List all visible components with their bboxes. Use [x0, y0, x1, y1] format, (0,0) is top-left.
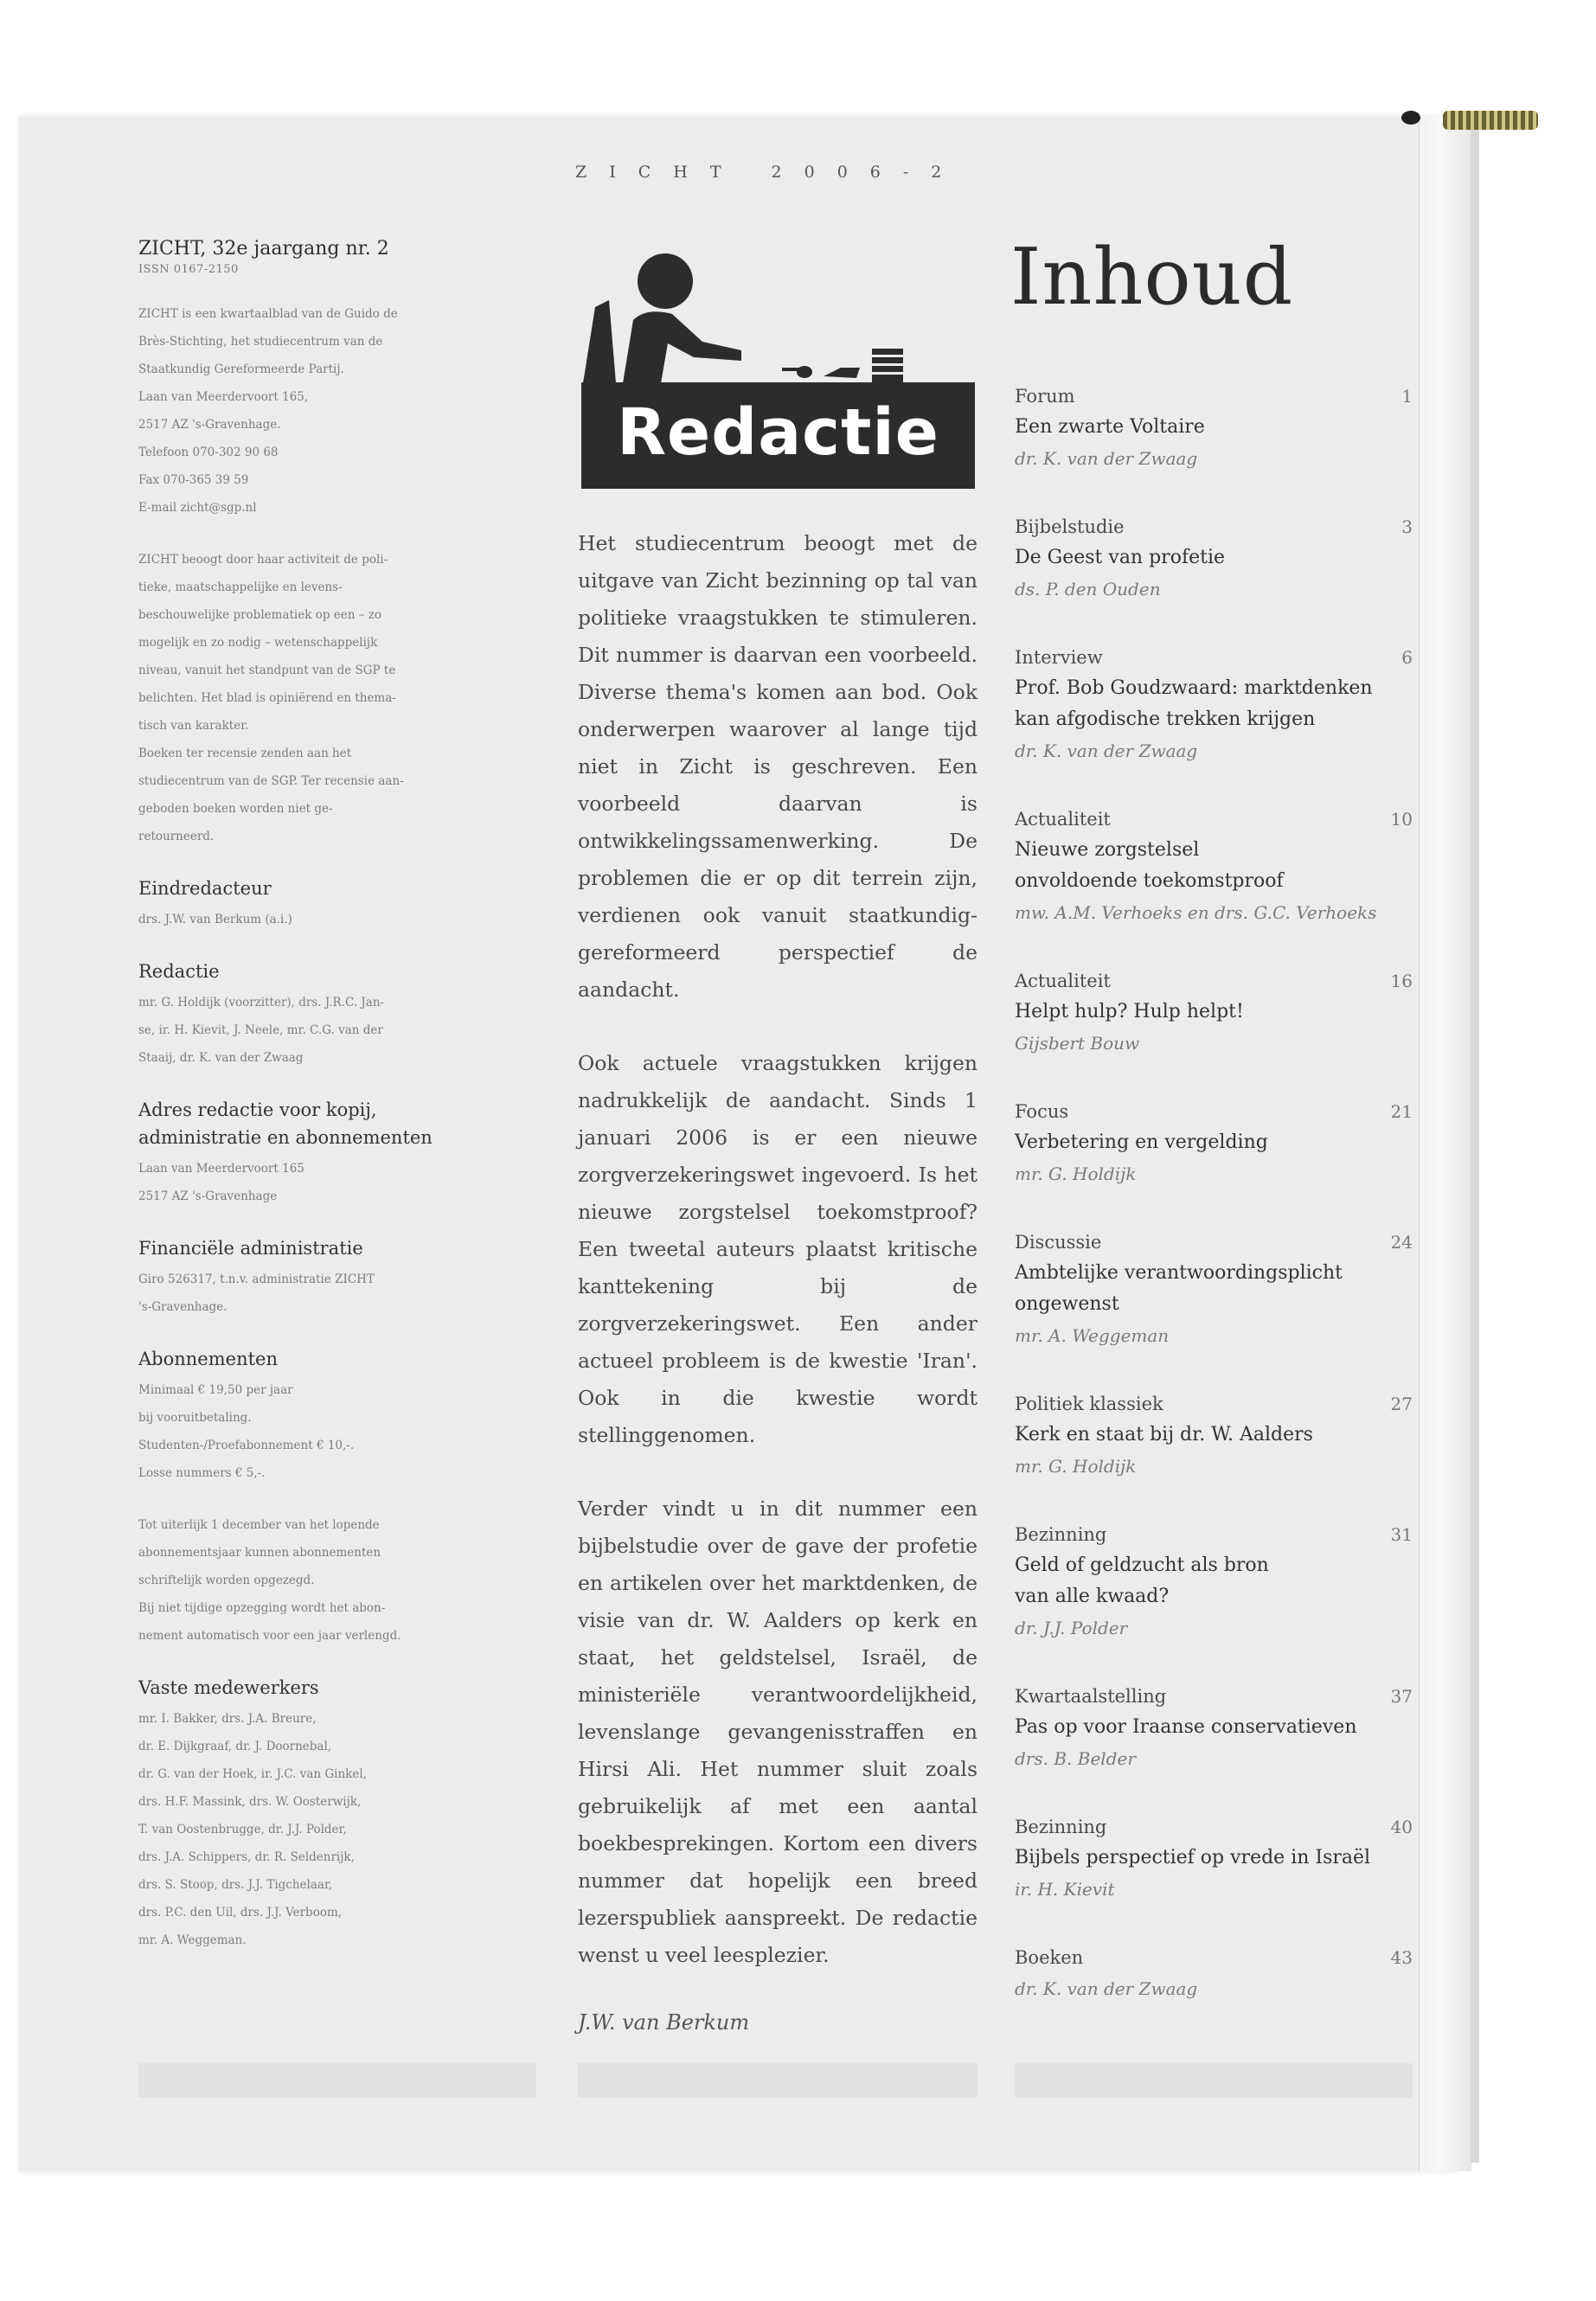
colophon-section [138, 1234, 476, 1321]
toc-page-number: 16 [1390, 971, 1413, 991]
toc-category: Actualiteit [1015, 971, 1111, 991]
toc-page-number: 43 [1390, 1947, 1413, 1968]
toc-category: Discussie [1015, 1232, 1102, 1253]
toc-article-title: Een zwarte Voltaire [1015, 416, 1205, 438]
toc-page-number: 31 [1390, 1524, 1413, 1545]
toc-page-number: 40 [1390, 1817, 1413, 1837]
toc-category: Bijbelstudie [1015, 516, 1125, 537]
toc-page-number: 37 [1390, 1686, 1413, 1707]
toc-author: dr. K. van der Zwaag [1015, 1978, 1198, 1999]
toc-author: mr. A. Weggeman [1015, 1325, 1170, 1346]
toc-category: Actualiteit [1015, 809, 1111, 830]
colophon-column [138, 238, 476, 1978]
toc-article-title: Helpt hulp? Hulp helpt! [1015, 1001, 1244, 1022]
binding-ring [1443, 111, 1538, 130]
page-edge [1471, 125, 1479, 2163]
section-text: Laan van Meerdervoort 165 2517 AZ 's-Gravenhage [138, 1162, 304, 1203]
colophon-section [138, 1096, 476, 1210]
mission-text: ZICHT beoogt door haar activiteit de poli- tieke, maatschappelijke en levens- beschouwelijke problematiek op een – zo mogelijk en zo nodig – wetenschappelijk niveau, vanuit het standpunt van de SGP te belichten. Het blad is opiniërend en thema- tisch van karakter. Boeken ter recensie zenden aan het studiecentrum van de SGP. Ter recensie aan- geboden boeken worden niet ge- retourneerd. [138, 553, 404, 843]
footer-shade-middle [578, 2063, 977, 2098]
issn: ISSN 0167-2150 [138, 263, 239, 276]
toc-entry[interactable] [1015, 1227, 1413, 1388]
colophon-section [138, 958, 476, 1072]
editorial-paragraph: Het studiecentrum beoogt met de uitgave van Zicht bezinning op tal van politieke vraagstukken te stimuleren. Dit nummer is daarvan een voorbeeld. Diverse thema's komen aan bod. Ook onderwerpen waarover al lange tijd niet in Zicht is geschreven. Een voorbeeld daarvan is ontwikkelingssamenwerking. De problemen die er op dit terrein zijn, verdienen ook vanuit staatkundig-gereformeerd perspectief de aandacht. [578, 531, 977, 1002]
toc-category: Boeken [1015, 1947, 1084, 1968]
toc-entry[interactable] [1015, 1942, 1413, 2041]
toc-article-title: Ambtelijke verantwoordingsplicht ongewenst [1015, 1262, 1343, 1315]
toc-article-title: Nieuwe zorgstelsel onvoldoende toekomstproof [1015, 839, 1284, 892]
toc-page-number: 24 [1390, 1232, 1413, 1253]
toc-article-title: De Geest van profetie [1015, 547, 1225, 568]
toc-entry[interactable] [1015, 1811, 1413, 1942]
toc-entry[interactable] [1015, 1388, 1413, 1519]
toc-category: Bezinning [1015, 1524, 1107, 1545]
toc-author: mr. G. Holdijk [1015, 1456, 1137, 1477]
toc-article-title: Prof. Bob Goudzwaard: marktdenken kan afgodische trekken krijgen [1015, 677, 1373, 730]
toc-author: dr. J.J. Polder [1015, 1618, 1128, 1638]
contributors-list: mr. I. Bakker, drs. J.A. Breure, dr. E. Dijkgraaf, dr. J. Doornebal, dr. G. van der Hoek, ir. J.C. van Ginkel, drs. H.F. Massink, drs. W. Oosterwijk, T. van Oostenbrugge, dr. J.J. Polder, drs. J.A. Schippers, dr. R. Seldenrijk, drs. S. Stoop, drs. J.J. Tigchelaar, drs. P.C. den Uil, drs. J.J. Verboom, mr. A. Weggeman. [138, 1712, 367, 1947]
footer-shade-left [138, 2063, 536, 2098]
toc-article-title: Geld of geldzucht als bron van alle kwaad? [1015, 1554, 1269, 1607]
section-heading: Redactie [138, 961, 220, 982]
editorial-paragraph: Ook actuele vraagstukken krijgen nadrukkelijk de aandacht. Sinds 1 januari 2006 is er een nieuwe zorgverzekeringswet ingevoerd. Is het nieuwe zorgstelsel toekomstproof? Een tweetal auteurs plaatst kritische kanttekening bij de zorgverzekeringswet. Een ander actueel probleem is de kwestie 'Iran'. Ook in die kwestie wordt stellinggenomen. [578, 1051, 977, 1447]
cancel-note: Tot uiterlijk 1 december van het lopende abonnementsjaar kunnen abonnementen schriftelijk worden opgezegd. Bij niet tijdige opzegging wordt het abon- nement automatisch voor een jaar verlengd. [138, 1518, 401, 1643]
person-at-desk-icon [581, 247, 975, 385]
toc-category: Bezinning [1015, 1817, 1107, 1837]
toc-article-title: Pas op voor Iraanse conservatieven [1015, 1716, 1357, 1738]
section-heading: Vaste medewerkers [138, 1677, 319, 1698]
editorial-paragraph: Verder vindt u in dit nummer een bijbelstudie over de gave der profetie en artikelen over het marktdenken, de visie van dr. W. Aalders op kerk en staat, het geldstelsel, Israël, de ministeriële verantwoordelijkheid, levenslange gevangenisstraffen en Hirsi Ali. Het nummer sluit zoals gebruikelijk af met een aantal boekbesprekingen. Kortom een divers nummer dat hopelijk een breed lezerspubliek aanspreekt. De redactie wenst u veel leesplezier. [578, 1497, 977, 1967]
section-text: Giro 526317, t.n.v. administratie ZICHT 's-Gravenhage. [138, 1272, 375, 1314]
binding-spine [1419, 117, 1471, 2171]
toc-author: Gijsbert Bouw [1015, 1033, 1140, 1054]
section-heading: Abonnementen [138, 1349, 278, 1369]
toc-author: ir. H. Kievit [1015, 1879, 1115, 1900]
toc-entry[interactable] [1015, 1096, 1413, 1227]
toc-page-number: 6 [1401, 647, 1413, 668]
footer-shade-right [1015, 2063, 1413, 2098]
colophon-section [138, 875, 476, 933]
section-heading: Adres redactie voor kopij, administratie en abonnementen [138, 1099, 433, 1148]
toc-title: Inhoud [1010, 232, 1294, 323]
toc-page-number: 1 [1401, 386, 1413, 407]
contributors-section [138, 1674, 476, 1954]
toc-author: drs. B. Belder [1015, 1748, 1136, 1769]
toc-category: Kwartaalstelling [1015, 1686, 1167, 1707]
section-text: drs. J.W. van Berkum (a.i.) [138, 913, 292, 926]
redactie-logo [581, 247, 975, 489]
toc-entry[interactable] [1015, 642, 1413, 804]
toc-author: mr. G. Holdijk [1015, 1163, 1137, 1184]
toc-author: dr. K. van der Zwaag [1015, 740, 1198, 761]
section-text: Minimaal € 19,50 per jaar bij vooruitbetaling. Studenten-/Proefabonnement € 10,-. Losse nummers € 5,-. [138, 1383, 355, 1480]
binding-dot [1401, 111, 1420, 125]
toc-category: Interview [1015, 647, 1103, 668]
toc-entry[interactable] [1015, 965, 1413, 1096]
editorial-column [578, 525, 977, 2035]
toc-author: mw. A.M. Verhoeks en drs. G.C. Verhoeks [1015, 902, 1377, 923]
toc-entry[interactable] [1015, 1519, 1413, 1681]
toc-entry[interactable] [1015, 804, 1413, 965]
editorial-signature: J.W. van Berkum [578, 2010, 750, 2035]
toc-page-number: 21 [1390, 1101, 1413, 1122]
issue-heading: ZICHT, 32e jaargang nr. 2 [138, 238, 389, 260]
toc-category: Forum [1015, 386, 1075, 407]
toc-category: Politiek klassiek [1015, 1394, 1163, 1414]
toc-page-number: 3 [1401, 516, 1413, 537]
toc-category: Focus [1015, 1101, 1069, 1122]
section-heading: Financiële administratie [138, 1238, 363, 1259]
about-text: ZICHT is een kwartaalblad van de Guido de Brès-Stichting, het studiecentrum van de Staatkundig Gereformeerde Partij. Laan van Meerdervoort 165, 2517 AZ 's-Gravenhage. Telefoon 070-302 90 68 Fax 070-365 39 59 E-mail zicht@sgp.nl [138, 307, 398, 515]
section-text: mr. G. Holdijk (voorzitter), drs. J.R.C. Jan- se, ir. H. Kievit, J. Neele, mr. C.G. van der Staaij, dr. K. van der Zwaag [138, 996, 385, 1065]
toc-author: dr. K. van der Zwaag [1015, 448, 1198, 469]
masthead: ZICHT 2006-2 [575, 163, 965, 182]
toc-article-title: Kerk en staat bij dr. W. Aalders [1015, 1424, 1313, 1445]
toc-page-number: 10 [1390, 809, 1413, 830]
colophon-section [138, 1345, 476, 1487]
logo-text: Redactie [617, 395, 939, 470]
section-heading: Eindredacteur [138, 878, 272, 899]
toc-author: ds. P. den Ouden [1015, 579, 1161, 599]
toc-entry[interactable] [1015, 1681, 1413, 1811]
toc-entry[interactable] [1015, 511, 1413, 642]
table-of-contents [1015, 381, 1413, 2041]
toc-page-number: 27 [1390, 1394, 1413, 1414]
toc-article-title: Verbetering en vergelding [1015, 1131, 1268, 1153]
toc-article-title: Bijbels perspectief op vrede in Israël [1015, 1847, 1371, 1868]
toc-entry[interactable] [1015, 381, 1413, 511]
